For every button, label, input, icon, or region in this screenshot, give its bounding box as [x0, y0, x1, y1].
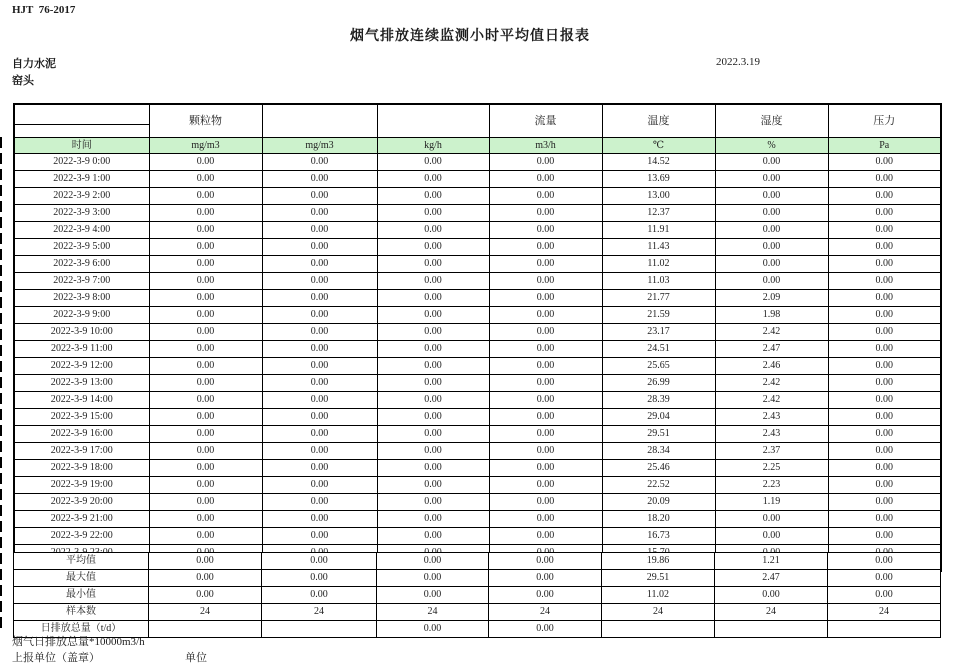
- value-cell: 16.73: [602, 528, 715, 545]
- reporting-unit-label: 上报单位（盖章）: [12, 652, 100, 664]
- value-cell: 0.00: [828, 587, 941, 604]
- unit-cell-pm-concentration-2: mg/m3: [262, 138, 377, 154]
- summary-label-cell: 最大值: [14, 570, 149, 587]
- value-cell: 28.39: [602, 392, 715, 409]
- value-cell: 0.00: [489, 460, 602, 477]
- col-header-particulate: 颗粒物: [149, 104, 262, 138]
- unit-cell-pm-rate: kg/h: [377, 138, 489, 154]
- value-cell: 2.42: [715, 375, 828, 392]
- value-cell: 0.00: [377, 222, 489, 239]
- value-cell: 0.00: [715, 511, 828, 528]
- value-cell: 0.00: [262, 460, 377, 477]
- value-cell: 18.20: [602, 511, 715, 528]
- value-cell: 0.00: [828, 443, 941, 460]
- value-cell: 0.00: [149, 553, 262, 570]
- value-cell: 0.00: [262, 426, 377, 443]
- report-date: 2022.3.19: [716, 56, 760, 68]
- value-cell: 0.00: [489, 570, 602, 587]
- value-cell: 0.00: [715, 222, 828, 239]
- value-cell: 2.25: [715, 460, 828, 477]
- value-cell: 21.77: [602, 290, 715, 307]
- value-cell: 0.00: [489, 392, 602, 409]
- time-cell: 2022-3-9 19:00: [14, 477, 149, 494]
- table-row: [14, 528, 941, 545]
- value-cell: 0.00: [377, 570, 489, 587]
- value-cell: [602, 621, 715, 638]
- value-cell: 0.00: [149, 256, 262, 273]
- value-cell: 0.00: [489, 341, 602, 358]
- col-header-humidity: 湿度: [715, 104, 828, 138]
- value-cell: 1.21: [715, 553, 828, 570]
- value-cell: 0.00: [262, 154, 377, 171]
- value-cell: 0.00: [828, 256, 941, 273]
- table-row: [14, 426, 941, 443]
- value-cell: [149, 621, 262, 638]
- value-cell: 1.19: [715, 494, 828, 511]
- value-cell: 0.00: [489, 239, 602, 256]
- value-cell: 0.00: [377, 621, 489, 638]
- value-cell: 29.51: [602, 426, 715, 443]
- unit-cell-flow: m3/h: [489, 138, 602, 154]
- time-cell: 2022-3-9 4:00: [14, 222, 149, 239]
- value-cell: 26.99: [602, 375, 715, 392]
- value-cell: 0.00: [489, 375, 602, 392]
- value-cell: 0.00: [149, 409, 262, 426]
- table-row: [14, 171, 941, 188]
- station-name: 窑头: [12, 75, 34, 87]
- value-cell: 0.00: [377, 375, 489, 392]
- value-cell: 25.46: [602, 460, 715, 477]
- value-cell: 11.43: [602, 239, 715, 256]
- value-cell: 2.09: [715, 290, 828, 307]
- value-cell: 0.00: [377, 273, 489, 290]
- value-cell: 0.00: [149, 324, 262, 341]
- value-cell: 0.00: [262, 511, 377, 528]
- company-name: 自力水泥: [12, 58, 56, 70]
- value-cell: 0.00: [715, 273, 828, 290]
- value-cell: 2.47: [715, 570, 828, 587]
- value-cell: 2.42: [715, 324, 828, 341]
- value-cell: 0.00: [149, 188, 262, 205]
- value-cell: 13.69: [602, 171, 715, 188]
- table-row: [14, 553, 941, 570]
- value-cell: 0.00: [262, 290, 377, 307]
- value-cell: 0.00: [149, 570, 262, 587]
- table-row: [14, 460, 941, 477]
- value-cell: 0.00: [489, 443, 602, 460]
- value-cell: 2.43: [715, 426, 828, 443]
- value-cell: 0.00: [377, 587, 489, 604]
- value-cell: [715, 621, 828, 638]
- value-cell: 0.00: [828, 205, 941, 222]
- value-cell: 0.00: [262, 553, 377, 570]
- value-cell: 0.00: [262, 256, 377, 273]
- main-table: [13, 103, 942, 572]
- unit-cell-pm-concentration: mg/m3: [149, 138, 262, 154]
- value-cell: 0.00: [377, 494, 489, 511]
- value-cell: 0.00: [262, 528, 377, 545]
- value-cell: 0.00: [828, 426, 941, 443]
- value-cell: 0.00: [262, 570, 377, 587]
- table-row: [14, 188, 941, 205]
- summary-label-cell: 平均值: [14, 553, 149, 570]
- data-rows-body: [14, 154, 941, 562]
- table-row: [14, 409, 941, 426]
- value-cell: 0.00: [828, 154, 941, 171]
- value-cell: 0.00: [377, 511, 489, 528]
- value-cell: 0.00: [377, 443, 489, 460]
- value-cell: 0.00: [715, 205, 828, 222]
- value-cell: 24: [715, 604, 828, 621]
- value-cell: 0.00: [828, 358, 941, 375]
- time-cell: 2022-3-9 16:00: [14, 426, 149, 443]
- value-cell: 0.00: [828, 307, 941, 324]
- value-cell: 0.00: [489, 188, 602, 205]
- value-cell: 0.00: [828, 460, 941, 477]
- value-cell: 0.00: [149, 460, 262, 477]
- time-cell: 2022-3-9 14:00: [14, 392, 149, 409]
- value-cell: 0.00: [262, 188, 377, 205]
- value-cell: 0.00: [262, 375, 377, 392]
- page-title: 烟气排放连续监测小时平均值日报表: [350, 29, 590, 44]
- value-cell: 29.51: [602, 570, 715, 587]
- value-cell: 0.00: [149, 222, 262, 239]
- value-cell: 0.00: [262, 477, 377, 494]
- value-cell: 0.00: [377, 324, 489, 341]
- value-cell: 0.00: [149, 290, 262, 307]
- time-cell: 2022-3-9 15:00: [14, 409, 149, 426]
- time-cell: 2022-3-9 8:00: [14, 290, 149, 307]
- unit-cell-humidity: %: [715, 138, 828, 154]
- col-header-blank-2: [377, 104, 489, 138]
- value-cell: 0.00: [377, 477, 489, 494]
- value-cell: 0.00: [149, 511, 262, 528]
- value-cell: 25.65: [602, 358, 715, 375]
- col-header-flow: 流量: [489, 104, 602, 138]
- value-cell: 24.51: [602, 341, 715, 358]
- table-row: [14, 511, 941, 528]
- value-cell: 0.00: [262, 239, 377, 256]
- value-cell: 0.00: [715, 528, 828, 545]
- time-cell: 2022-3-9 6:00: [14, 256, 149, 273]
- value-cell: 0.00: [377, 409, 489, 426]
- table-row: [14, 222, 941, 239]
- table-row: [14, 570, 941, 587]
- value-cell: 0.00: [262, 392, 377, 409]
- value-cell: 2.47: [715, 341, 828, 358]
- value-cell: 0.00: [149, 426, 262, 443]
- value-cell: 0.00: [489, 511, 602, 528]
- table-row: [14, 273, 941, 290]
- value-cell: 0.00: [828, 222, 941, 239]
- value-cell: 0.00: [149, 375, 262, 392]
- value-cell: 22.52: [602, 477, 715, 494]
- table-row: [14, 205, 941, 222]
- time-cell: 2022-3-9 7:00: [14, 273, 149, 290]
- value-cell: 0.00: [715, 171, 828, 188]
- value-cell: 0.00: [489, 621, 602, 638]
- value-cell: 0.00: [262, 324, 377, 341]
- value-cell: 2.46: [715, 358, 828, 375]
- value-cell: 0.00: [828, 171, 941, 188]
- time-cell: 2022-3-9 2:00: [14, 188, 149, 205]
- value-cell: 0.00: [828, 290, 941, 307]
- value-cell: 0.00: [715, 188, 828, 205]
- value-cell: 24: [489, 604, 602, 621]
- value-cell: 0.00: [828, 477, 941, 494]
- value-cell: 0.00: [828, 392, 941, 409]
- value-cell: 0.00: [377, 188, 489, 205]
- time-cell: 2022-3-9 21:00: [14, 511, 149, 528]
- value-cell: 0.00: [149, 358, 262, 375]
- value-cell: 0.00: [828, 553, 941, 570]
- value-cell: 0.00: [149, 443, 262, 460]
- value-cell: 0.00: [377, 256, 489, 273]
- table-row: [14, 324, 941, 341]
- value-cell: 0.00: [149, 239, 262, 256]
- value-cell: 0.00: [149, 273, 262, 290]
- value-cell: 0.00: [489, 222, 602, 239]
- table-row: [14, 604, 941, 621]
- value-cell: 0.00: [828, 570, 941, 587]
- value-cell: 0.00: [489, 494, 602, 511]
- value-cell: 0.00: [489, 273, 602, 290]
- summary-table: [13, 552, 941, 638]
- unit-cell-time: 时间: [14, 138, 149, 154]
- value-cell: 0.00: [149, 307, 262, 324]
- table-row: [14, 341, 941, 358]
- summary-label-cell: 最小值: [14, 587, 149, 604]
- value-cell: 0.00: [489, 426, 602, 443]
- table-row: [14, 256, 941, 273]
- value-cell: 0.00: [489, 553, 602, 570]
- value-cell: 19.86: [602, 553, 715, 570]
- table-row: [14, 494, 941, 511]
- table-row: [14, 392, 941, 409]
- value-cell: 0.00: [828, 494, 941, 511]
- value-cell: 0.00: [377, 290, 489, 307]
- value-cell: 0.00: [149, 528, 262, 545]
- value-cell: 12.37: [602, 205, 715, 222]
- unit-label: 单位: [185, 652, 207, 664]
- value-cell: 0.00: [828, 409, 941, 426]
- value-cell: 0.00: [828, 341, 941, 358]
- time-cell: 2022-3-9 12:00: [14, 358, 149, 375]
- value-cell: 0.00: [262, 205, 377, 222]
- value-cell: 0.00: [489, 587, 602, 604]
- value-cell: 0.00: [262, 494, 377, 511]
- value-cell: 0.00: [828, 528, 941, 545]
- table-row: [14, 587, 941, 604]
- value-cell: 0.00: [377, 553, 489, 570]
- value-cell: 0.00: [377, 341, 489, 358]
- time-cell: 2022-3-9 18:00: [14, 460, 149, 477]
- value-cell: [262, 621, 377, 638]
- value-cell: 0.00: [489, 290, 602, 307]
- value-cell: 11.91: [602, 222, 715, 239]
- value-cell: 28.34: [602, 443, 715, 460]
- value-cell: 0.00: [262, 171, 377, 188]
- value-cell: 0.00: [715, 239, 828, 256]
- time-cell: 2022-3-9 10:00: [14, 324, 149, 341]
- value-cell: 0.00: [377, 358, 489, 375]
- value-cell: 23.17: [602, 324, 715, 341]
- value-cell: 0.00: [149, 587, 262, 604]
- table-row: [14, 477, 941, 494]
- value-cell: 2.43: [715, 409, 828, 426]
- total-emission-note: 烟气日排放总量*10000m3/h: [12, 636, 145, 648]
- value-cell: 24: [602, 604, 715, 621]
- value-cell: 0.00: [149, 341, 262, 358]
- value-cell: 0.00: [828, 273, 941, 290]
- summary-rows-body: [14, 553, 941, 638]
- value-cell: 24: [377, 604, 489, 621]
- value-cell: 0.00: [828, 188, 941, 205]
- col-header-pressure: 压力: [828, 104, 941, 138]
- screen-edge-artifact: [0, 137, 2, 631]
- value-cell: 2.42: [715, 392, 828, 409]
- time-cell: 2022-3-9 3:00: [14, 205, 149, 222]
- time-cell: 2022-3-9 1:00: [14, 171, 149, 188]
- value-cell: 0.00: [377, 426, 489, 443]
- value-cell: 0.00: [489, 171, 602, 188]
- value-cell: 0.00: [149, 494, 262, 511]
- table-row: [14, 621, 941, 638]
- value-cell: 2.23: [715, 477, 828, 494]
- time-cell: 2022-3-9 9:00: [14, 307, 149, 324]
- value-cell: 14.52: [602, 154, 715, 171]
- value-cell: 0.00: [377, 460, 489, 477]
- value-cell: 0.00: [377, 205, 489, 222]
- value-cell: 0.00: [489, 409, 602, 426]
- table-row: [14, 290, 941, 307]
- table-row: [14, 358, 941, 375]
- units-row: [14, 138, 941, 154]
- value-cell: 0.00: [489, 205, 602, 222]
- value-cell: 0.00: [715, 256, 828, 273]
- value-cell: 0.00: [715, 154, 828, 171]
- value-cell: 0.00: [377, 307, 489, 324]
- header-time-top-cell: [14, 104, 149, 125]
- value-cell: 0.00: [489, 528, 602, 545]
- table-row: [14, 154, 941, 171]
- header-time-bottom-cell: [14, 125, 149, 138]
- value-cell: 0.00: [262, 341, 377, 358]
- value-cell: 0.00: [149, 205, 262, 222]
- value-cell: 0.00: [149, 171, 262, 188]
- value-cell: 11.03: [602, 273, 715, 290]
- value-cell: 0.00: [262, 222, 377, 239]
- unit-cell-pressure: Pa: [828, 138, 941, 154]
- value-cell: 0.00: [262, 587, 377, 604]
- value-cell: 0.00: [149, 392, 262, 409]
- col-header-blank-1: [262, 104, 377, 138]
- time-cell: 2022-3-9 20:00: [14, 494, 149, 511]
- value-cell: 29.04: [602, 409, 715, 426]
- value-cell: 0.00: [262, 358, 377, 375]
- value-cell: 0.00: [377, 528, 489, 545]
- value-cell: 0.00: [828, 375, 941, 392]
- value-cell: 0.00: [262, 273, 377, 290]
- time-cell: 2022-3-9 17:00: [14, 443, 149, 460]
- value-cell: 21.59: [602, 307, 715, 324]
- value-cell: 0.00: [828, 324, 941, 341]
- doc-code: HJT 76-2017: [12, 4, 76, 16]
- value-cell: 0.00: [828, 239, 941, 256]
- summary-label-cell: 样本数: [14, 604, 149, 621]
- time-cell: 2022-3-9 5:00: [14, 239, 149, 256]
- value-cell: 20.09: [602, 494, 715, 511]
- value-cell: 2.37: [715, 443, 828, 460]
- value-cell: 0.00: [489, 154, 602, 171]
- unit-cell-temperature: ℃: [602, 138, 715, 154]
- time-cell: 2022-3-9 0:00: [14, 154, 149, 171]
- value-cell: 0.00: [262, 443, 377, 460]
- table-row: [14, 239, 941, 256]
- group-header-row: [14, 104, 941, 125]
- value-cell: 0.00: [489, 256, 602, 273]
- value-cell: 0.00: [377, 392, 489, 409]
- value-cell: 24: [149, 604, 262, 621]
- time-cell: 2022-3-9 13:00: [14, 375, 149, 392]
- value-cell: 0.00: [489, 324, 602, 341]
- value-cell: 13.00: [602, 188, 715, 205]
- value-cell: 0.00: [489, 307, 602, 324]
- value-cell: 11.02: [602, 587, 715, 604]
- table-row: [14, 375, 941, 392]
- table-row: [14, 307, 941, 324]
- value-cell: 24: [828, 604, 941, 621]
- value-cell: 24: [262, 604, 377, 621]
- value-cell: 0.00: [715, 587, 828, 604]
- value-cell: 0.00: [377, 171, 489, 188]
- value-cell: 0.00: [489, 358, 602, 375]
- value-cell: [828, 621, 941, 638]
- value-cell: 0.00: [828, 511, 941, 528]
- time-cell: 2022-3-9 22:00: [14, 528, 149, 545]
- value-cell: 0.00: [262, 307, 377, 324]
- value-cell: 0.00: [149, 154, 262, 171]
- value-cell: 0.00: [489, 477, 602, 494]
- value-cell: 0.00: [377, 154, 489, 171]
- value-cell: 11.02: [602, 256, 715, 273]
- col-header-temperature: 温度: [602, 104, 715, 138]
- value-cell: 0.00: [149, 477, 262, 494]
- table-row: [14, 443, 941, 460]
- value-cell: 0.00: [377, 239, 489, 256]
- summary-label-cell: 日排放总量（t/d）: [14, 621, 149, 638]
- value-cell: 1.98: [715, 307, 828, 324]
- value-cell: 0.00: [262, 409, 377, 426]
- time-cell: 2022-3-9 11:00: [14, 341, 149, 358]
